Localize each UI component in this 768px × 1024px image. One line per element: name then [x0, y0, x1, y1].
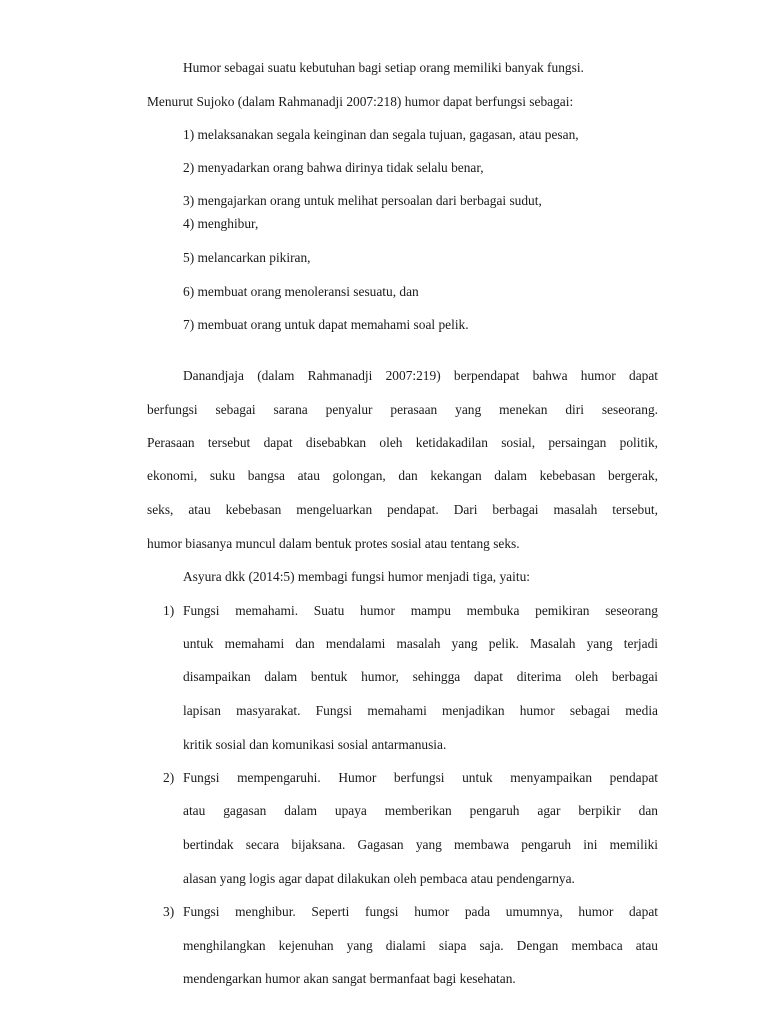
- list-item: 4) menghibur,: [183, 216, 259, 231]
- list-item-line: menghilangkan kejenuhan yang dialami siapa saja. Dengan membaca atau: [183, 938, 658, 953]
- list-item-line: disampaikan dalam bentuk humor, sehingga dapat diterima oleh berbagai: [183, 669, 658, 684]
- list-item: 6) membuat orang menoleransi sesuatu, dan: [183, 284, 419, 299]
- paragraph-line: Menurut Sujoko (dalam Rahmanadji 2007:218) humor dapat berfungsi sebagai:: [147, 94, 574, 109]
- paragraph-line: berfungsi sebagai sarana penyalur perasaan yang menekan diri seseorang.: [147, 402, 658, 417]
- paragraph-line: seks, atau kebebasan mengeluarkan pendapat. Dari berbagai masalah tersebut,: [147, 502, 658, 517]
- list-number: 3): [163, 904, 175, 919]
- list-item-line: untuk memahami dan mendalami masalah yang pelik. Masalah yang terjadi: [183, 636, 658, 651]
- paragraph-line: humor biasanya muncul dalam bentuk protes sosial atau tentang seks.: [147, 536, 520, 551]
- list-number: 1): [163, 603, 175, 618]
- list-item-line: bertindak secara bijaksana. Gagasan yang membawa pengaruh ini memiliki: [183, 837, 658, 852]
- list-item: 7) membuat orang untuk dapat memahami soal pelik.: [183, 317, 469, 332]
- paragraph-line: ekonomi, suku bangsa atau golongan, dan kekangan dalam kebebasan bergerak,: [147, 468, 658, 483]
- paragraph-line: Danandjaja (dalam Rahmanadji 2007:219) berpendapat bahwa humor dapat: [183, 368, 658, 383]
- list-item-line: lapisan masyarakat. Fungsi memahami menjadikan humor sebagai media: [183, 703, 658, 718]
- list-item-line: alasan yang logis agar dapat dilakukan oleh pembaca atau pendengarnya.: [183, 871, 575, 886]
- paragraph-line: Asyura dkk (2014:5) membagi fungsi humor menjadi tiga, yaitu:: [183, 569, 530, 584]
- list-item-line: kritik sosial dan komunikasi sosial antarmanusia.: [183, 737, 447, 752]
- list-item-line: Fungsi memahami. Suatu humor mampu membuka pemikiran seseorang: [183, 603, 658, 618]
- list-item: 5) melancarkan pikiran,: [183, 250, 311, 265]
- list-item-line: atau gagasan dalam upaya memberikan pengaruh agar berpikir dan: [183, 803, 658, 818]
- paragraph-line: Perasaan tersebut dapat disebabkan oleh ketidakadilan sosial, persaingan politik,: [147, 435, 658, 450]
- paragraph-line: Humor sebagai suatu kebutuhan bagi setiap orang memiliki banyak fungsi.: [183, 60, 584, 75]
- list-item: 3) mengajarkan orang untuk melihat persoalan dari berbagai sudut,: [183, 193, 542, 208]
- list-item: 1) melaksanakan segala keinginan dan segala tujuan, gagasan, atau pesan,: [183, 127, 579, 142]
- list-number: 2): [163, 770, 175, 785]
- list-item-line: Fungsi menghibur. Seperti fungsi humor pada umumnya, humor dapat: [183, 904, 658, 919]
- list-item-line: mendengarkan humor akan sangat bermanfaat bagi kesehatan.: [183, 971, 516, 986]
- list-item-line: Fungsi mempengaruhi. Humor berfungsi untuk menyampaikan pendapat: [183, 770, 658, 785]
- list-item: 2) menyadarkan orang bahwa dirinya tidak selalu benar,: [183, 160, 484, 175]
